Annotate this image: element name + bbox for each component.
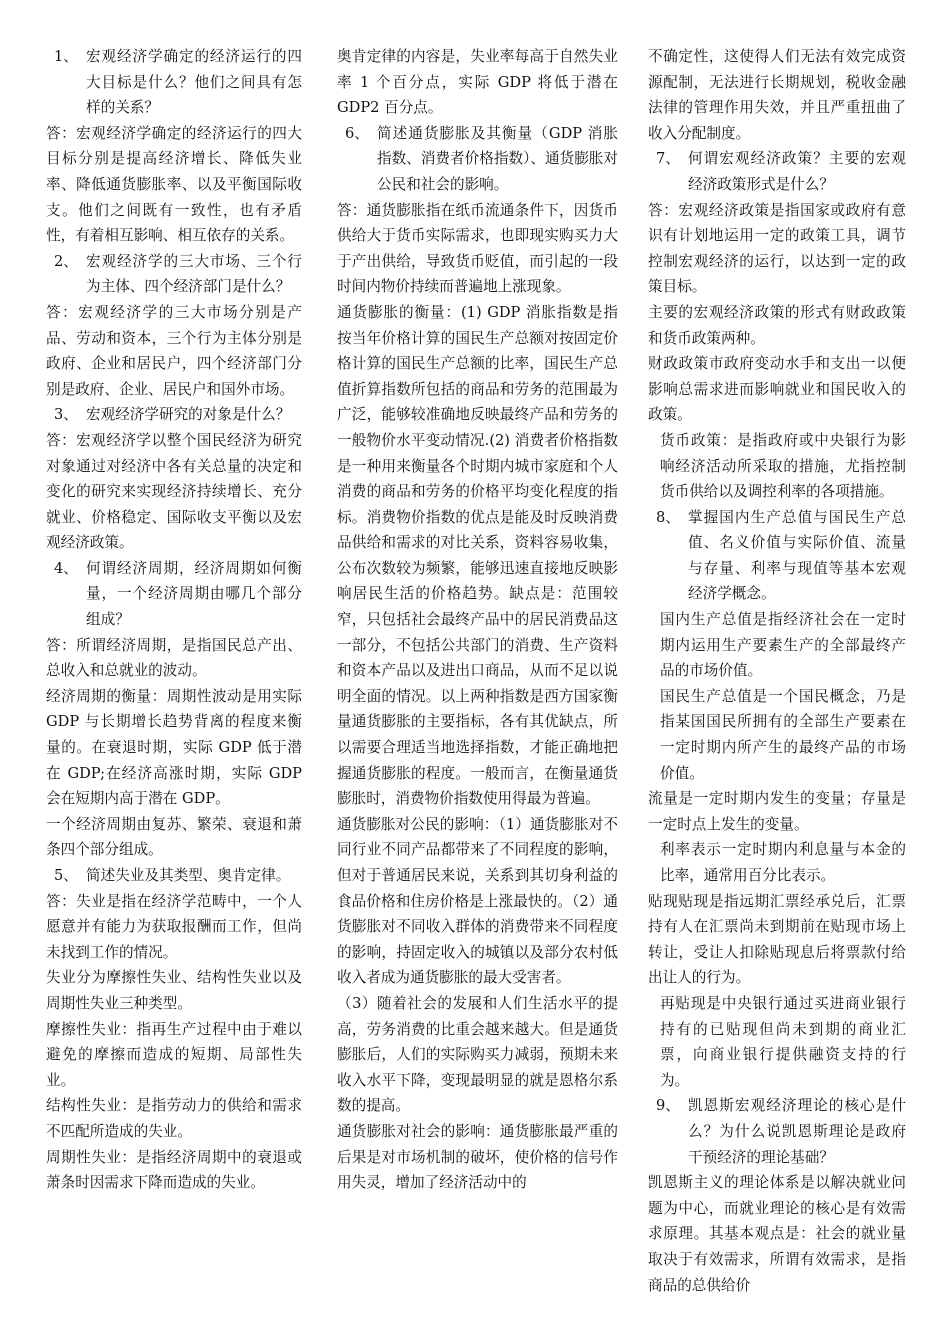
question-3: [54, 402, 302, 428]
question-number: 9、: [656, 1097, 680, 1115]
question-number: 4、: [54, 559, 78, 577]
question-text: 宏观经济学的三大市场、三个行为主体、四个经济部门是什么？: [86, 252, 302, 296]
answer-paragraph: 答：通货膨胀指在纸币流通条件下，因货币供给大于货币实际需求，也即现实购买力大于产出供给，导致货币贬值，而引起的一段时间内物价持续而普遍地上涨现象。: [337, 201, 618, 296]
question-text: 简述通货膨胀及其衡量（GDP 消胀指数、消费者价格指数）、通货膨胀对公民和社会的影响。: [377, 124, 618, 193]
question-number: 2、: [54, 252, 78, 270]
question-text: 宏观经济学研究的对象是什么？: [86, 406, 291, 424]
question-text: 凯恩斯宏观经济理论的核心是什么？为什么说凯恩斯理论是政府干预经济的理论基础？: [688, 1097, 906, 1166]
answer-paragraph: 经济周期的衡量：周期性波动是用实际 GDP 与长期增长趋势背离的程度来衡量的。在衰退时期，实际 GDP 低于潜在 GDP;在经济高涨时期，实际 GDP 会在短期内高于潜在 GDP。: [46, 687, 302, 808]
question-number: 3、: [54, 406, 78, 424]
answer-paragraph: （3）随着社会的发展和人们生活水平的提高，劳务消费的比重会越来越大。但是通货膨胀后，人们的实际购买力减弱，预期未来收入水平下降，变现最明显的就是恩格尔系数的提高。: [337, 994, 618, 1115]
question-number: 8、: [656, 508, 680, 526]
answer-paragraph: 国民生产总值是一个国民概念，乃是指某国国民所拥有的全部生产要素在一定时期内所产生的最终产品的市场价值。: [660, 687, 906, 782]
question-7: [656, 146, 906, 197]
answer-paragraph: 流量是一定时期内发生的变量；存量是一定时点上发生的变量。: [648, 790, 906, 833]
answer-paragraph: 答：所谓经济周期，是指国民总产出、总收入和总就业的波动。: [46, 636, 302, 680]
answer-paragraph: 答：宏观经济政策是指国家或政府有意识有计划地运用一定的政策工具，调节控制宏观经济的运行，以达到一定的政策目标。: [648, 201, 906, 296]
question-text: 简述失业及其类型、奥肯定律。: [86, 867, 291, 884]
answer-paragraph: 答：宏观经济学确定的经济运行的四大目标分别是提高经济增长、降低失业率、降低通货膨胀率、以及平衡国际收支。他们之间既有一致性，也有矛盾性，有着相互影响、相互依存的关系。: [46, 124, 302, 245]
question-number: 1、: [54, 48, 78, 65]
question-8: [656, 505, 906, 607]
answer-paragraph: 通货膨胀对公民的影响：（1）通货膨胀对不同行业不同产品都带来了不同程度的影响，但对于普通居民来说，关系到其切身利益的食品价格和住房价格是上涨最快的。（2）通货膨胀对不同收入群体的消费带来不同程度的影响，持固定收入的城镇以及部分农村低收入者成为通货膨胀的最大受害者。: [337, 815, 618, 987]
question-text: 掌握国内生产总值与国民生产总值、名义价值与实际价值、流量与存量、利率与现值等基本宏观经济学概念。: [688, 508, 906, 603]
question-number: 6、: [345, 124, 369, 142]
question-1: [54, 44, 302, 121]
answer-paragraph: 通货膨胀对社会的影响：通货膨胀最严重的后果是对市场机制的破坏，使价格的信号作用失灵，增加了经济活动中的: [337, 1122, 618, 1192]
answer-paragraph: 货币政策：是指政府或中央银行为影响经济活动所采取的措施，尤指控制货币供给以及调控利率的各项措施。: [660, 431, 906, 501]
answer-paragraph: 周期性失业：是指经济周期中的衰退或萧条时因需求下降而造成的失业。: [46, 1148, 302, 1192]
column-1: [46, 44, 302, 1196]
question-number: 5、: [54, 867, 78, 884]
answer-paragraph: 答：失业是指在经济学范畴中，一个人愿意并有能力为获取报酬而工作，但尚未找到工作的情况。: [46, 892, 302, 961]
answer-paragraph: 主要的宏观经济政策的形式有财政政策和货币政策两种。: [648, 303, 906, 347]
answer-paragraph: 摩擦性失业：指再生产过程中由于难以避免的摩擦而造成的短期、局部性失业。: [46, 1020, 302, 1089]
answer-paragraph: 贴现贴现是指远期汇票经承兑后，汇票持有人在汇票尚未到期前在贴现市场上转让，受让人扣除贴现息后将票款付给出让人的行为。: [648, 892, 906, 987]
question-4: [54, 556, 302, 633]
answer-paragraph: 奥肯定律的内容是，失业率每高于自然失业率 1 个百分点，实际 GDP 将低于潜在 GDP2 百分点。: [337, 48, 618, 117]
column-2: [337, 44, 618, 1196]
answer-paragraph: 凯恩斯主义的理论体系是以解决就业问题为中心，而就业理论的核心是有效需求原理。其基本观点是：社会的就业量取决于有效需求，所谓有效需求，是指商品的总供给价: [648, 1174, 906, 1294]
answer-paragraph: 财政政策市政府变动水手和支出一以便影响总需求进而影响就业和国民收入的政策。: [648, 355, 906, 424]
question-2: [54, 249, 302, 300]
answer-paragraph: 通货膨胀的衡量：(1) GDP 消胀指数是指按当年价格计算的国民生产总额对按固定价格计算的国民生产总额的比率，国民生产总值折算指数所包括的商品和劳务的范围最为广泛，能够较准确地反映最终产品和劳务的一般物价水平变动情况.(2) 消费者价格指数是一种用来衡量各个时期内城市家庭和个人消费的商品和劳务的价格平均变化程度的指标。消费物价指数的优点是能及时反映消费品供给和需求的对比关系，资料容易收集，公布次数较为频繁，能够迅速直接地反映影响居民生活的价格趋势。缺点是：范围较窄，只包括社会最终产品中的居民消费品这一部分，不包括公共部门的消费、生产资料和资本产品以及进出口商品，从而不足以说明全面的情况。以上两种指数是西方国家衡量通货膨胀的主要指标，各有其优缺点，所以需要合理适当地选择指数，才能正确地把握通货膨胀的程度。一般而言，在衡量通货膨胀时，消费物价指数使用得最为普遍。: [337, 303, 618, 808]
column-3: [648, 44, 906, 1298]
answer-paragraph: 答：宏观经济学的三大市场分别是产品、劳动和资本，三个行为主体分别是政府、企业和居民户，四个经济部门分别是政府、企业、居民户和国外市场。: [46, 303, 302, 398]
question-number: 7、: [656, 150, 680, 168]
question-9: [656, 1093, 906, 1170]
answer-paragraph: 一个经济周期由复苏、繁荣、衰退和萧条四个部分组成。: [46, 815, 302, 859]
answer-paragraph: 不确定性，这使得人们无法有效完成资源配制，无法进行长期规划，税收金融法律的管理作用失效，并且严重扭曲了收入分配制度。: [648, 48, 906, 142]
answer-paragraph: 国内生产总值是指经济社会在一定时期内运用生产要素生产的全部最终产品的市场价值。: [660, 611, 906, 680]
question-text: 何谓经济周期，经济周期如何衡量，一个经济周期由哪几个部分组成？: [86, 559, 302, 629]
question-text: 宏观经济学确定的经济运行的四大目标是什么？他们之间具有怎样的关系？: [86, 48, 302, 117]
answer-paragraph: 再贴现是中央银行通过买进商业银行持有的已贴现但尚未到期的商业汇票，向商业银行提供融资支持的行为。: [660, 994, 906, 1089]
question-text: 何谓宏观经济政策？主要的宏观经济政策形式是什么？: [688, 150, 906, 193]
question-6: [345, 121, 618, 198]
answer-paragraph: 利率表示一定时期内利息量与本金的比率，通常用百分比表示。: [660, 841, 906, 884]
question-5: [54, 863, 302, 889]
answer-paragraph: 答：宏观经济学以整个国民经济为研究对象通过对经济中各有关总量的决定和变化的研究来实现经济持续增长、充分就业、价格稳定、国际收支平衡以及宏观经济政策。: [46, 431, 302, 552]
answer-paragraph: 失业分为摩擦性失业、结构性失业以及周期性失业三种类型。: [46, 969, 302, 1012]
answer-paragraph: 结构性失业：是指劳动力的供给和需求不匹配所造成的失业。: [46, 1097, 302, 1140]
